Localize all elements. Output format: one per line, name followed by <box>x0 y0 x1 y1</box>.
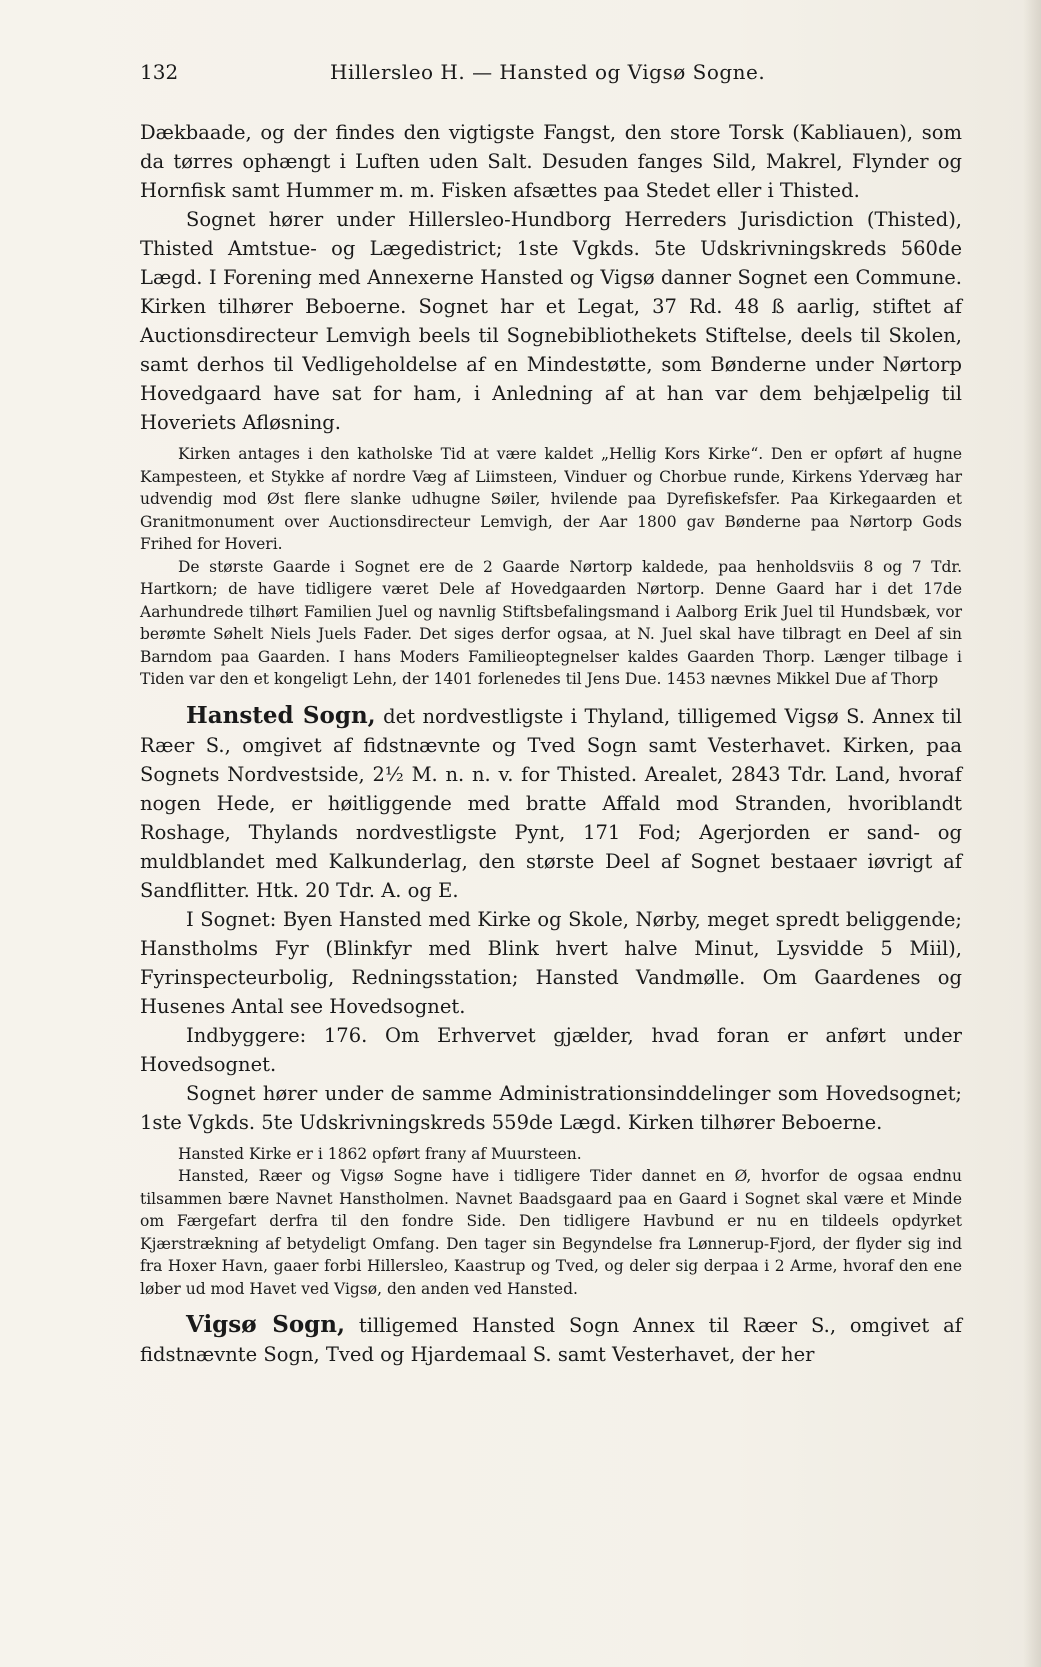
entry-text-vigso: tilligemed Hansted Sogn Annex til Ræer S., omgivet af fidstnævnte Sogn, Tved og Hjardemaal S. samt Vesterhavet, der her <box>140 1314 962 1366</box>
paragraph-inhabitants: Indbyggere: 176. Om Erhvervet gjælder, hvad foran er anført under Hovedsognet. <box>140 1023 962 1076</box>
entry-vigso-sogn <box>140 1310 962 1369</box>
footnote-farms: De største Gaarde i Sognet ere de 2 Gaarde Nørtorp kaldede, paa henholdsviis 8 og 7 Tdr. Hartkorn; de have tidligere været Dele af Hovedgaarden Nørtorp. Denne Gaard har i det 17de Aarhundrede tilhørt Familien Juel og navnlig Stiftsbefalingsmand i Aalborg Erik Juel til Hundsbæk, vor berømte Søhelt Niels Juels Fader. Det siges derfor ogsaa, at N. Juel skal have tilbragt en Deel af sin Barndom paa Gaarden. I hans Moders Familieoptegnelser kaldes Gaarden Thorp. Længer tilbage i Tiden var den et kongeligt Lehn, der 1401 forlenedes til Jens Due. 1453 nævnes Mikkel Due af Thorp <box>140 557 962 688</box>
paragraph-administration: Sognet hører under de samme Administrationsinddelinger som Hovedsognet; 1ste Vgkds. 5te Udskrivningskreds 559de Lægd. Kirken tilhører Beboerne. <box>140 1081 962 1134</box>
footnote-church: Kirken antages i den katholske Tid at være kaldet „Hellig Kors Kirke“. Den er opført af hugne Kampesteen, et Stykke af nordre Væg af Liimsteen, Vinduer og Chorbue runde, Kirkens Ydervæg har udvendig mod Øst flere slanke udhugne Søiler, hvilende paa Dyrefiskefsfer. Paa Kirkegaarden et Granitmonument over Auctionsdirecteur Lemvigh, der Aar 1800 gav Bønderne paa Nørtorp Gods Frihed for Hoveri. <box>140 445 962 553</box>
footnote-hansted-church: Hansted Kirke er i 1862 opført frany af Muursteen. <box>178 1144 582 1163</box>
running-head: Hillersleo H. — Hansted og Vigsø Sogne. <box>330 60 766 84</box>
entry-hansted-sogn <box>140 701 962 905</box>
paragraph-jurisdiction: Sognet hører under Hillersleo-Hundborg Herreders Jurisdiction (Thisted), Thisted Amtstue- og Lægedistrict; 1ste Vgkds. 5te Udskrivningskreds 560de Lægd. I Forening med Annexerne Hansted og Vigsø danner Sognet een Commune. Kirken tilhører Beboerne. Sognet har et Legat, 37 Rd. 48 ß aarlig, stiftet af Auctionsdirecteur Lemvigh beels til Sognebibliothekets Stiftelse, deels til Skolen, samt derhos til Vedligeholdelse af en Mindestøtte, som Bønderne under Nørtorp Hovedgaard have sat for ham, i Anledning af at han var dem behjælpelig til Hoveriets Afløsning. <box>140 208 962 434</box>
entry-heading-vigso: Vigsø Sogn, <box>186 1311 345 1338</box>
page-header <box>140 56 960 92</box>
entry-text-hansted: det nordvestligste i Thyland, tilligemed Vigsø S. Annex til Ræer S., omgivet af fidstnævnte og Tved Sogn samt Vesterhavet. Kirken, paa Sognets Nordvestside, 2½ M. n. n. v. for Thisted. Arealet, 2843 Tdr. Land, hvoraf nogen Hede, er høitliggende med bratte Affald mod Stranden, hvoriblandt Roshage, Thylands nordvestligste Pynt, 171 Fod; Agerjorden er sand- og muldblandet med Kalkunderlag, den største Deel af Sognet bestaaer iøvrigt af Sandflitter. Htk. 20 Tdr. A. og E. <box>140 704 962 902</box>
page-edge-shadow <box>1023 0 1041 1667</box>
paragraph-fishing: Dækbaade, og der findes den vigtigste Fangst, den store Torsk (Kabliauen), som da tørres ophængt i Luften uden Salt. Desuden fanges Sild, Makrel, Flynder og Hornfisk samt Hummer m. m. Fisken afsættes paa Stedet eller i Thisted. <box>140 121 962 202</box>
page-body <box>140 118 962 1369</box>
entry-heading-hansted: Hansted Sogn, <box>186 701 376 729</box>
footnote-hanstholmen: Hansted, Ræer og Vigsø Sogne have i tidligere Tider dannet en Ø, hvorfor de ogsaa endnu tilsammen bære Navnet Hanstholmen. Navnet Baadsgaard paa en Gaard i Sognet skal være et Minde om Færgefart derfra til den fondre Side. Den tidligere Havbund er nu en tildeels opdyrket Kjærstrækning af betydeligt Omfang. Den tager sin Begyndelse fra Lønnerup-Fjord, der flyder sig ind fra Hoxer Havn, gaaer forbi Hillersleo, Kaastrup og Tved, og deler sig derpaa i 2 Arme, hvoraf den ene løber ud mod Havet ved Vigsø, den anden ved Hansted. <box>140 1167 962 1298</box>
page-number: 132 <box>140 60 179 84</box>
paragraph-localities: I Sognet: Byen Hansted med Kirke og Skole, Nørby, meget spredt beliggende; Hanstholms Fyr (Blinkfyr med Blink hvert halve Minut, Lysvidde 5 Miil), Fyrinspecteurbolig, Redningsstation; Hansted Vandmølle. Om Gaardenes og Husenes Antal see Hovedsognet. <box>140 907 962 1018</box>
